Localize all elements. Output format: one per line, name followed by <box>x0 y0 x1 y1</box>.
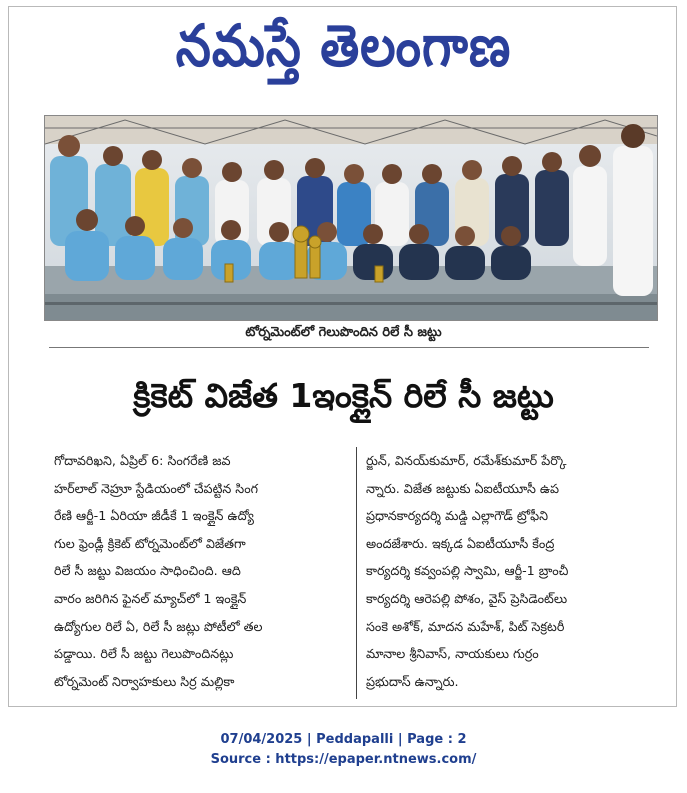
footer-date-edition: 07/04/2025 | Peddapalli | Page : 2 <box>220 732 467 747</box>
article-body <box>54 447 664 702</box>
body-line: పడ్డాయి. రిలే సీ జట్టు గెలుపొందినట్లు <box>54 646 234 662</box>
body-line: ర్జున్, వినయ్‌కుమార్, రమేశ్‌కుమార్ పేర్కొ <box>366 453 567 468</box>
footer-source: Source : https://epaper.ntnews.com/ <box>210 752 477 767</box>
body-line: ప్రభుదాస్ ఉన్నారు. <box>366 673 459 689</box>
body-line: ప్రధానకార్యదర్శి మడ్డి ఎల్లాగౌడ్ ట్రోఫీని <box>366 508 549 524</box>
body-line: వారం జరిగిన ఫైనల్ మ్యాచ్‌లో 1 ఇంక్లైన్ <box>54 590 247 606</box>
body-line: అందజేశారు. ఇక్కడ ఏఐటీయూసీ కేంద్ర <box>366 535 555 551</box>
article-headline: క్రికెట్ విజేత 1ఇంక్లైన్ రిలే సీ జట్టు <box>133 376 554 415</box>
body-line: సంకె అశోక్, మాదన మహేశ్, పిట్ సెక్రటరీ <box>366 618 565 634</box>
article-column-right <box>366 447 658 695</box>
body-line: ఉద్యోగుల రిలే ఏ, రిలే సీ జట్లు పోటీలో తల <box>54 618 263 634</box>
newspaper-clipping <box>8 6 677 707</box>
body-line: టోర్నమెంట్ నిర్వాహకులు సిర్ర మల్లికా <box>54 673 235 689</box>
clipping-footer <box>0 730 687 770</box>
column-divider <box>356 447 357 699</box>
body-line: కార్యదర్శి కవ్వంపల్లి స్వామి, ఆర్జీ-1 బ్రాంచీ <box>366 563 569 579</box>
body-line: న్నారు. విజేత జట్టుకు ఏఐటీయూసీ ఉప <box>366 480 560 496</box>
body-line: రేణి ఆర్జీ-1 ఏరియా జీడీకే 1 ఇంక్లైన్ ఉద్యో <box>54 508 254 524</box>
team-photo-image <box>45 116 657 320</box>
masthead-title: నమస్తే తెలంగాణ <box>175 12 512 79</box>
body-line: గోదావరిఖని, ఏప్రిల్ 6: సింగరేణి జవ <box>54 453 231 468</box>
body-line: కార్యదర్శి ఆరెపల్లి పోశం, వైస్ ప్రెసిడెంట్‌లు <box>366 590 568 606</box>
photo-caption: టోర్నమెంట్‌లో గెలుపొందిన రిలే సీ జట్టు <box>245 325 442 340</box>
body-line: మానాల శ్రీనివాస్, నాయకులు గుర్రం <box>366 646 539 662</box>
body-line: రిలే సీ జట్టు విజయం సాధించింది. ఆది <box>54 563 241 579</box>
caption-divider <box>49 347 649 348</box>
article-column-left <box>54 447 346 695</box>
team-photo <box>44 115 658 321</box>
body-line: హర్‌లాల్ నెహ్రూ స్టేడియంలో చేపట్టిన సింగ <box>54 480 259 496</box>
body-line: గుల ఫ్రెండ్లీ క్రికెట్ టోర్నమెంట్‌లో విజేతగా <box>54 535 246 551</box>
masthead <box>9 7 678 99</box>
